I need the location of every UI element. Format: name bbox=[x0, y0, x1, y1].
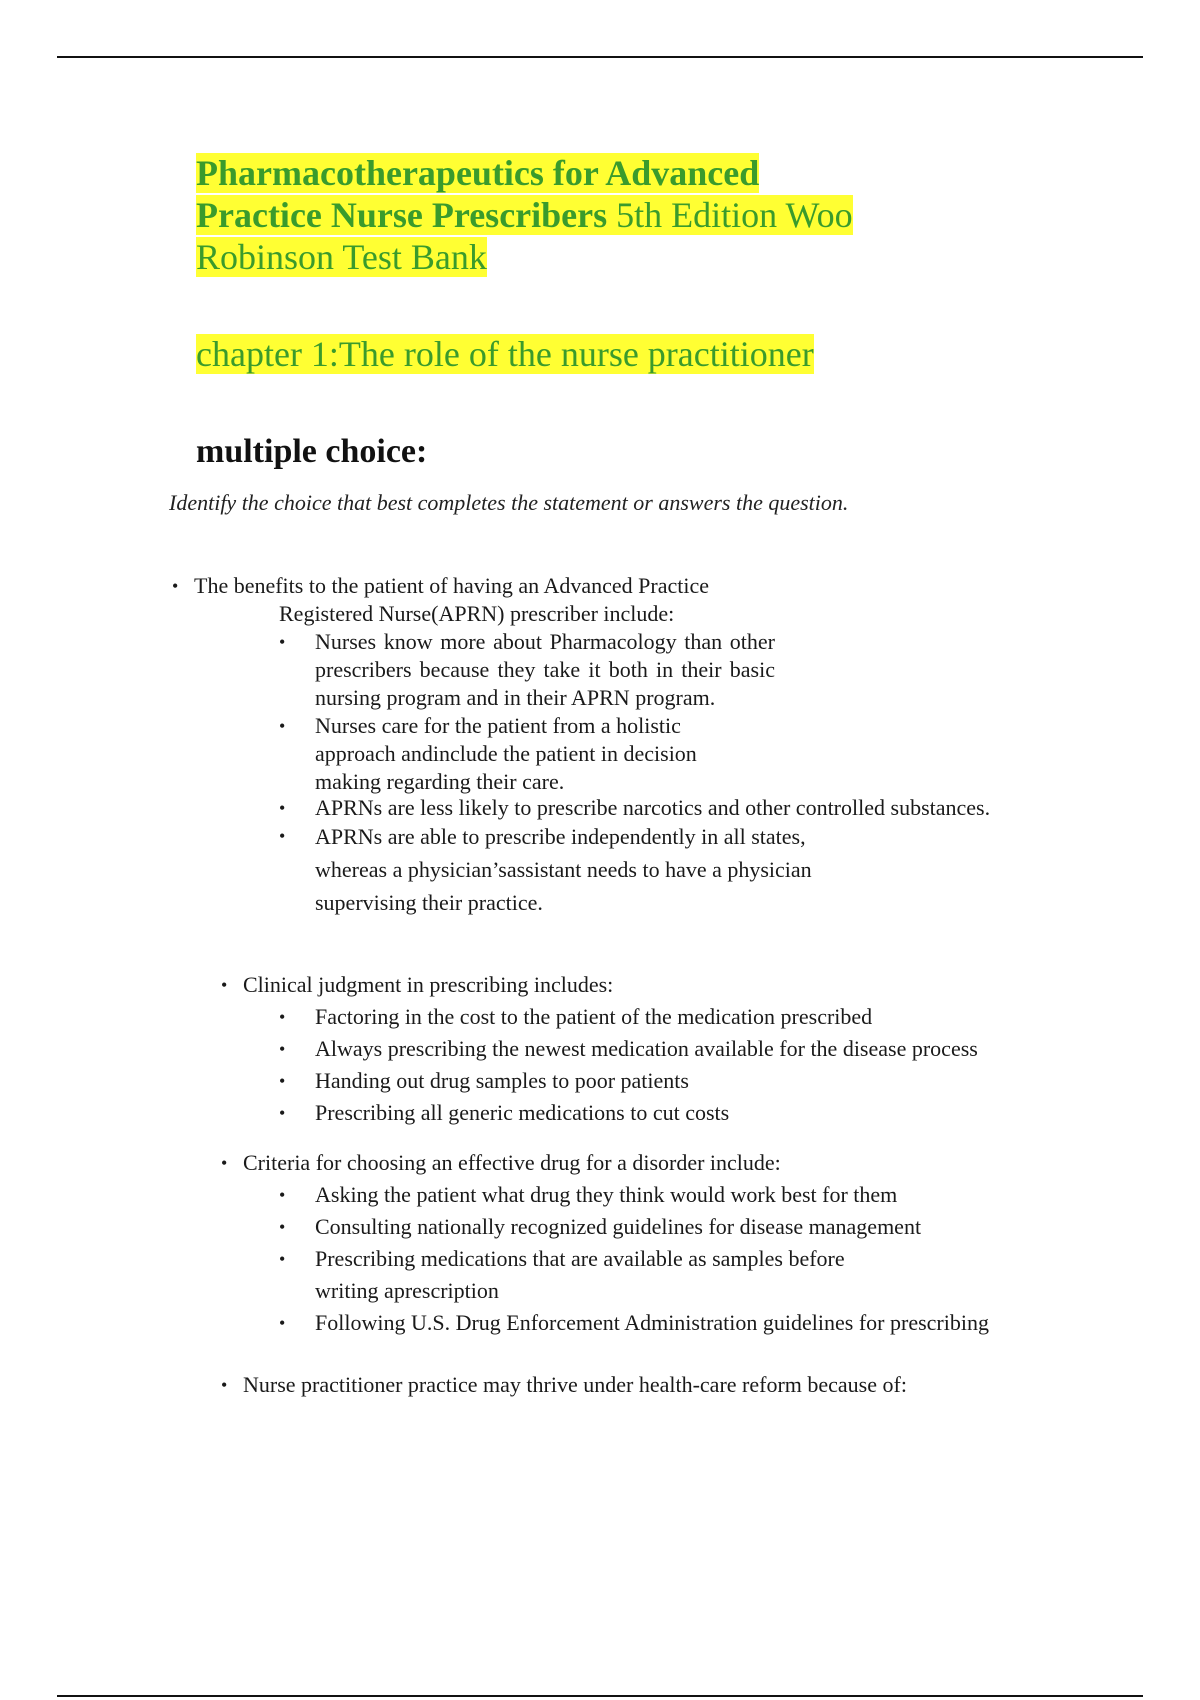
question-stem bbox=[221, 1149, 1103, 1177]
options-list bbox=[194, 628, 991, 919]
option-text: Always prescribing the newest medication available for the disease process bbox=[315, 1036, 978, 1061]
question-3 bbox=[221, 1149, 1103, 1339]
question-stem bbox=[221, 971, 1083, 999]
option-text: Prescribing medications that are available as samples before writing aprescription bbox=[315, 1246, 845, 1303]
option-text: Handing out drug samples to poor patients bbox=[315, 1068, 689, 1093]
option-c[interactable] bbox=[279, 1065, 1083, 1097]
option-text: Nurses care for the patient from a holistic approach andinclude the patient in decision making regarding their care. bbox=[315, 713, 697, 794]
option-text: Factoring in the cost to the patient of the medication prescribed bbox=[315, 1004, 873, 1029]
stem-line-1: The benefits to the patient of having an Advanced Practice bbox=[194, 573, 709, 598]
chapter-text: chapter 1:The role of the nurse practitioner bbox=[196, 334, 814, 374]
bullet-icon: • bbox=[279, 1217, 286, 1237]
question-stem bbox=[221, 1371, 1103, 1399]
option-c[interactable] bbox=[279, 794, 1075, 822]
section-heading: multiple choice: bbox=[196, 433, 428, 470]
header-rule bbox=[57, 56, 1143, 58]
document-title bbox=[196, 152, 876, 278]
instructions: Identify the choice that best completes the statement or answers the question. bbox=[169, 490, 849, 515]
bullet-icon: • bbox=[279, 1007, 286, 1027]
bullet-icon: • bbox=[279, 798, 286, 818]
option-a[interactable] bbox=[279, 1179, 1103, 1211]
stem-text: Clinical judgment in prescribing includes: bbox=[243, 972, 614, 997]
title-regular: 5th Edition Woo Robinson Test Bank bbox=[196, 195, 853, 277]
chapter-heading bbox=[196, 333, 814, 375]
stem-text: Nurse practitioner practice may thrive under health-care reform because of: bbox=[243, 1372, 907, 1397]
bullet-icon: • bbox=[279, 1103, 286, 1123]
option-text: Prescribing all generic medications to cut costs bbox=[315, 1100, 730, 1125]
question-stem bbox=[172, 572, 794, 600]
option-a[interactable] bbox=[279, 628, 775, 712]
option-b[interactable] bbox=[279, 712, 705, 796]
question-1 bbox=[172, 572, 991, 919]
bullet-icon: • bbox=[279, 1249, 286, 1269]
stem-text: Criteria for choosing an effective drug for a disorder include: bbox=[243, 1150, 781, 1175]
question-2 bbox=[221, 971, 1083, 1129]
option-d[interactable] bbox=[279, 1307, 1103, 1339]
bullet-icon: • bbox=[279, 1071, 286, 1091]
bullet-icon: • bbox=[221, 975, 228, 995]
footer-rule bbox=[57, 1695, 1143, 1697]
bullet-icon: • bbox=[172, 576, 179, 596]
option-d[interactable] bbox=[279, 1097, 1083, 1129]
stem-line-2: Registered Nurse(APRN) prescriber include: bbox=[279, 601, 675, 626]
option-text: Consulting nationally recognized guidelines for disease management bbox=[315, 1214, 922, 1239]
option-text: APRNs are less likely to prescribe narcotics and other controlled substances. bbox=[315, 795, 991, 820]
title-bold: Pharmacotherapeutics for Advanced Practice Nurse Prescribers bbox=[196, 153, 760, 235]
bullet-icon: • bbox=[279, 1185, 286, 1205]
options-list bbox=[243, 1001, 1083, 1129]
bullet-icon: • bbox=[279, 826, 286, 846]
bullet-icon: • bbox=[279, 716, 286, 736]
option-text: Following U.S. Drug Enforcement Administration guidelines for prescribing bbox=[315, 1310, 989, 1335]
bullet-icon: • bbox=[279, 1039, 286, 1059]
bullet-icon: • bbox=[279, 632, 286, 652]
question-4 bbox=[221, 1371, 1103, 1399]
option-a[interactable] bbox=[279, 1001, 1083, 1033]
option-d[interactable] bbox=[279, 820, 875, 919]
option-text: Nurses know more about Pharmacology than other prescribers because they take it both in their basic nursing program and in their APRN program. bbox=[315, 629, 775, 710]
bullet-icon: • bbox=[279, 1313, 286, 1333]
option-c[interactable] bbox=[279, 1243, 855, 1307]
options-list bbox=[243, 1179, 1103, 1339]
option-text: Asking the patient what drug they think would work best for them bbox=[315, 1182, 898, 1207]
bullet-icon: • bbox=[221, 1153, 228, 1173]
option-b[interactable] bbox=[279, 1211, 1103, 1243]
bullet-icon: • bbox=[221, 1375, 228, 1395]
option-b[interactable] bbox=[279, 1033, 1083, 1065]
option-text: APRNs are able to prescribe independently in all states, whereas a physician’sassistant needs to have a physician supervising their practice. bbox=[315, 824, 812, 915]
